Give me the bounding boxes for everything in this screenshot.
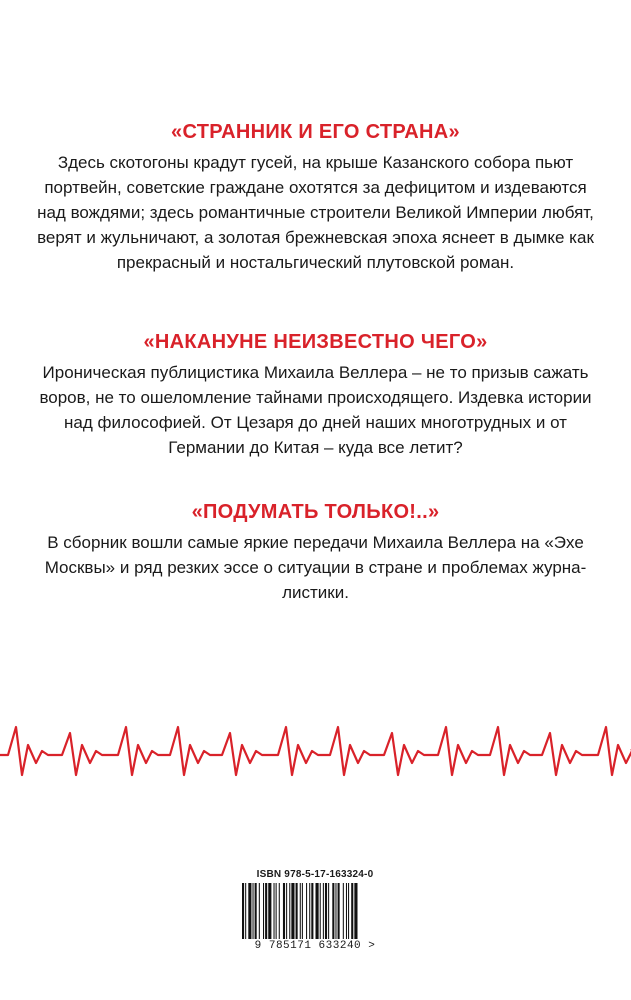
barcode-bar [320, 883, 321, 939]
text-line: портвейн, советские граждане охотятся за дефицитом и издеваются [44, 178, 587, 197]
barcode-bar [248, 883, 251, 939]
barcode-bar [253, 883, 254, 939]
barcode-bar [323, 883, 324, 939]
text-line: Москвы» и ряд резких эссе о ситуации в стране и проблемах журна- [44, 558, 587, 577]
barcode-bar [300, 883, 301, 939]
barcode-bar [316, 883, 319, 939]
barcode-bar [296, 883, 298, 939]
text-line: верят и жульничают, а золотая брежневская эпоха яснеет в дымке как [37, 228, 594, 247]
barcode-bar [348, 883, 349, 939]
section-title: «НАКАНУНЕ НЕИЗВЕСТНО ЧЕГО» [143, 331, 488, 353]
barcode-bar [289, 883, 290, 939]
barcode-bar [332, 883, 334, 939]
section-body [30, 150, 601, 275]
section-title: «ПОДУМАТЬ ТОЛЬКО!..» [191, 501, 440, 523]
text-line: В сборник вошли самые яркие передачи Михаила Веллера на «Эхе [47, 533, 584, 552]
heartbeat-line-decoration [0, 690, 631, 800]
barcode-bar [302, 883, 303, 939]
barcode-bar [274, 883, 275, 939]
barcode-bar [276, 883, 277, 939]
barcode-bar [245, 883, 246, 939]
barcode-digits: 9 785171 633240 > [254, 940, 376, 952]
barcode-bar [283, 883, 285, 939]
text-line: над вождями; здесь романтичные строители Великой Империи любят, [37, 203, 594, 222]
text-line: Ироническая публицистика Михаила Веллера – не то призыв сажать [42, 363, 589, 382]
barcode-bar [335, 883, 336, 939]
barcode-bar [328, 883, 329, 939]
text-line: над философией. От Цезаря до дней наших многотрудных и от [64, 413, 567, 432]
barcode-bar [306, 883, 307, 939]
barcode-bar [259, 883, 260, 939]
barcode [240, 883, 390, 939]
text-line: прекрасный и ностальгический плутовской роман. [116, 253, 515, 272]
text-line: воров, не то ошеломление тайнами происходящего. Издевка истории [39, 388, 592, 407]
section-body [30, 360, 601, 460]
section-title: «СТРАННИК И ЕГО СТРАНА» [171, 121, 460, 143]
barcode-bar [265, 883, 267, 939]
text-line: Германии до Китая – куда все летит? [168, 438, 463, 457]
section-body [30, 530, 601, 605]
section-strannik [30, 120, 601, 275]
barcode-bar [343, 883, 344, 939]
barcode-bar [325, 883, 327, 939]
section-nakanune [30, 330, 601, 460]
isbn-barcode-block [232, 868, 398, 958]
barcode-bar [255, 883, 257, 939]
text-line: Здесь скотогоны крадут гусей, на крыше Казанского собора пьют [57, 153, 574, 172]
barcode-bar [268, 883, 271, 939]
barcode-bar [291, 883, 294, 939]
barcode-bar [279, 883, 280, 939]
barcode-bar [346, 883, 347, 939]
heartbeat-path [0, 727, 631, 775]
barcode-bar [242, 883, 244, 939]
barcode-bar [354, 883, 357, 939]
isbn-label: ISBN 978-5-17-163324-0 [256, 869, 374, 880]
barcode-bar [351, 883, 353, 939]
section-podumat [30, 500, 601, 605]
barcode-bar [338, 883, 340, 939]
barcode-bar [286, 883, 287, 939]
barcode-bar [309, 883, 310, 939]
barcode-bar [311, 883, 313, 939]
barcode-bar [263, 883, 264, 939]
text-line: листики. [282, 583, 349, 602]
